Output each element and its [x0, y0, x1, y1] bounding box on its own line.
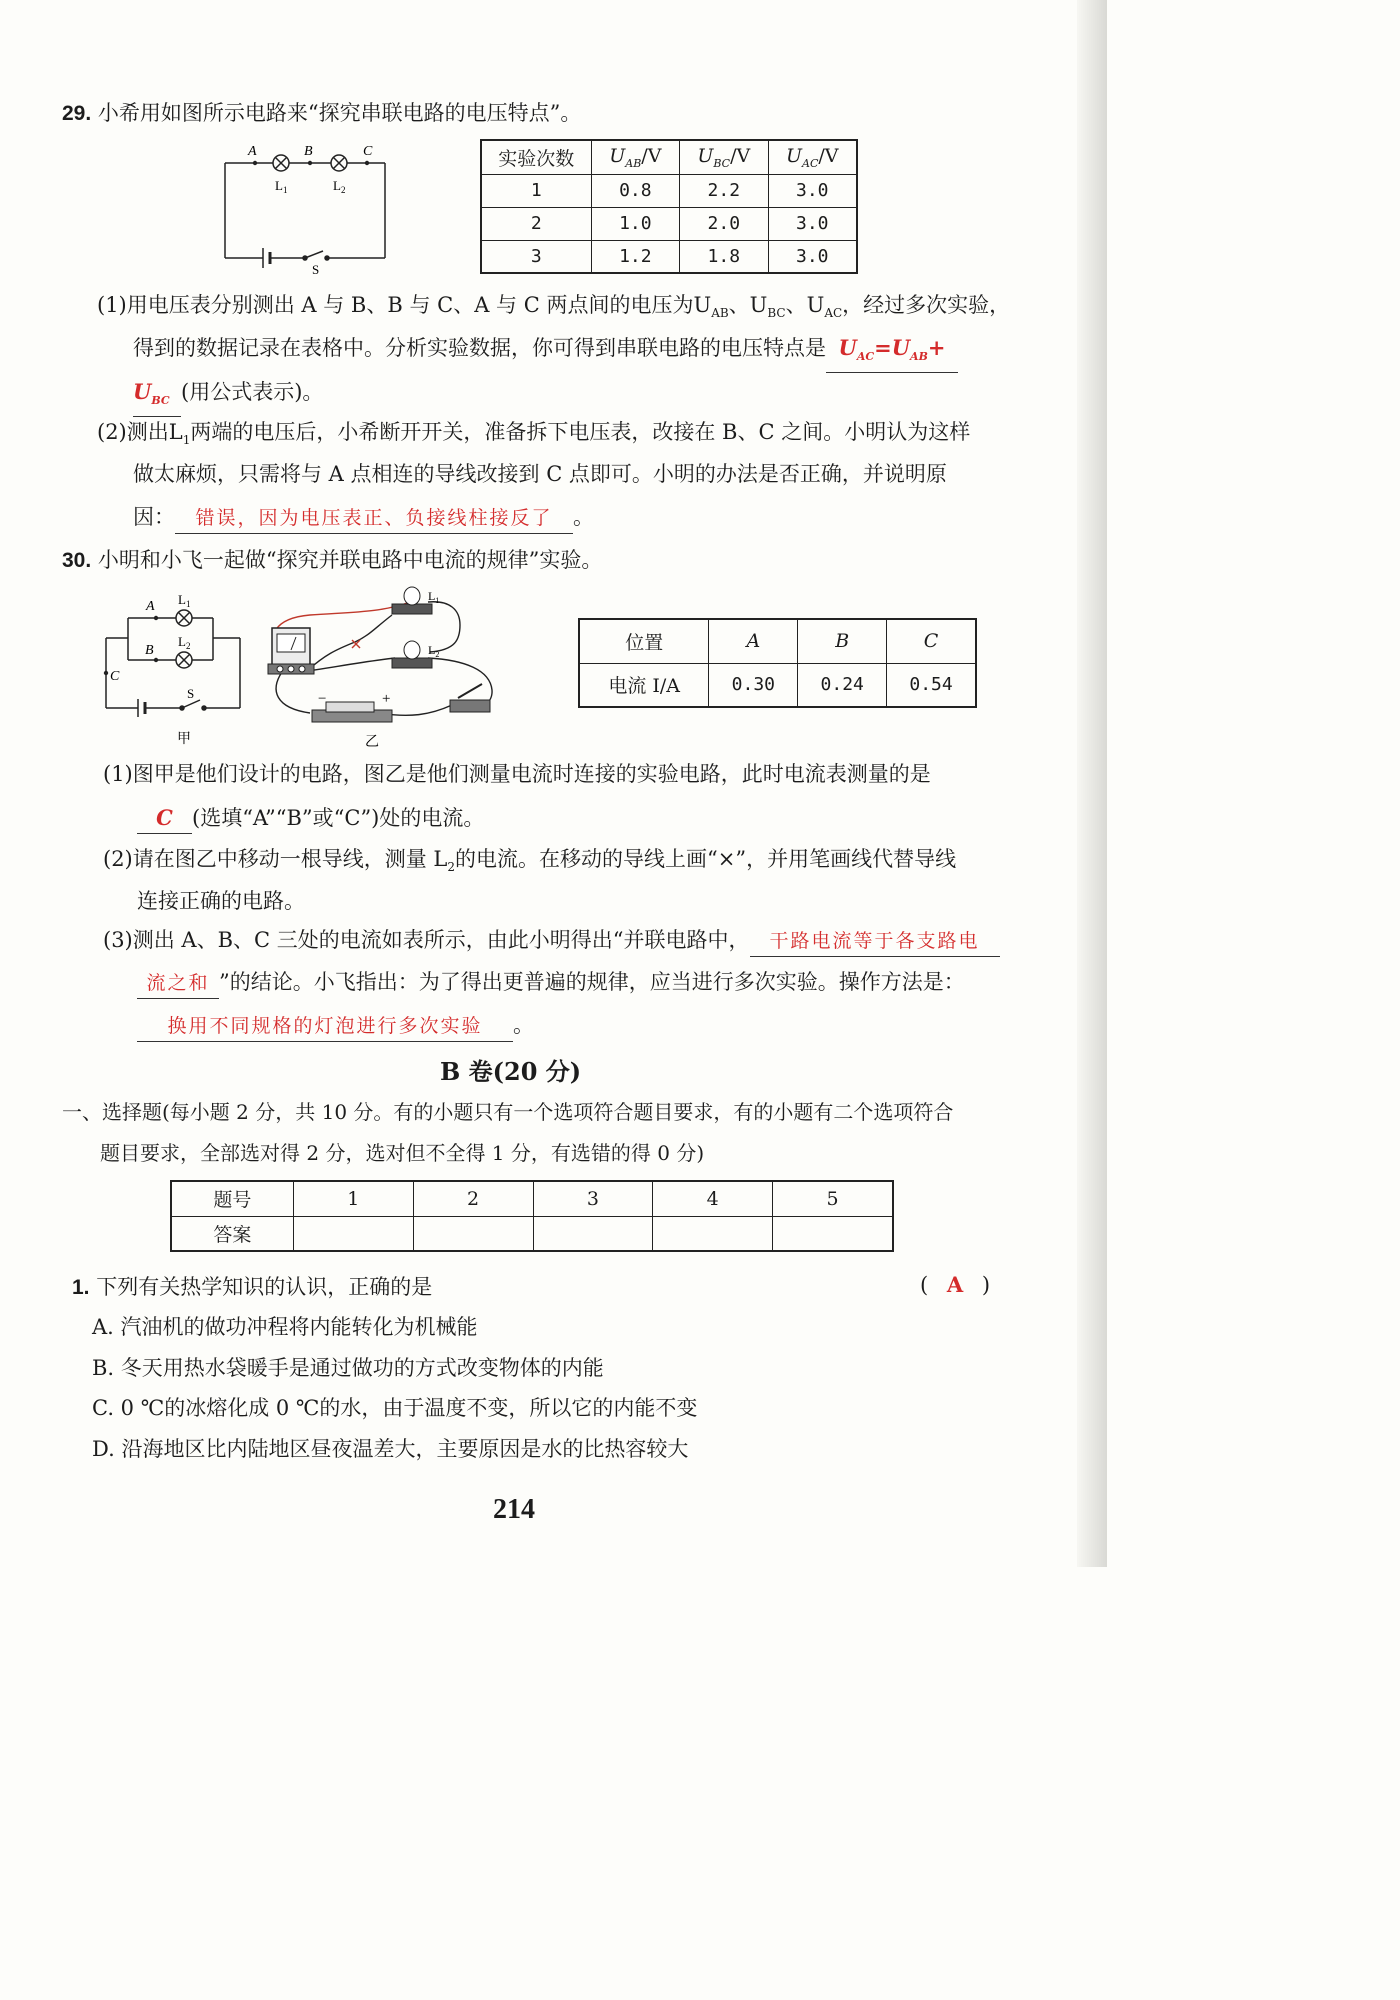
q30-part2-line1: (2)请在图乙中移动一根导线，测量 $L_2$的电流。在移动的导线上画“×”，并用笔画线代替导线 [103, 847, 957, 875]
b-q1-prompt: 下列有关热学知识的认识，正确的是 [96, 1275, 433, 1299]
q29-answer-reason: 错误，因为电压表正、负接线柱接反了 [175, 503, 573, 534]
q29-part1-line3: $U_{BC}$ (用公式表示)。 [133, 377, 323, 417]
q29-part2-line3: 因： 错误，因为电压表正、负接线柱接反了 。 [133, 502, 594, 534]
answer-table-label-number: 题号 [171, 1181, 293, 1216]
q30-prompt-line [62, 545, 602, 576]
q29-cell: 1.2 [591, 240, 679, 273]
q29-cell: 3.0 [768, 240, 857, 273]
q29-data-table [480, 139, 858, 274]
q29-number: 29. [62, 102, 92, 125]
q29-label-c: C [363, 144, 373, 159]
q29-cell: 2.2 [680, 174, 768, 207]
q29-cell: 2.0 [680, 207, 768, 240]
table-row [481, 174, 857, 207]
q30-cell: 0.54 [887, 663, 976, 707]
section-b-intro-line2: 题目要求，全部选对得 2 分，选对但不全得 1 分，有选错的得 0 分) [100, 1141, 705, 1165]
q29-part2-line1: (2)测出$L_1$两端的电压后，小希断开开关，准备拆下电压表，改接在 B、C 之间。小明认为这样 [97, 420, 971, 448]
q30-cell: 0.30 [709, 663, 798, 707]
answer-sheet-table [170, 1180, 894, 1252]
q29-label-l1-sub: 1 [282, 185, 288, 195]
q30-yi-label-l1-sub: 1 [435, 596, 440, 605]
page-number: 214 [493, 1494, 535, 1525]
q29-answer-formula-b: $U_{BC}$ [133, 377, 181, 417]
q29-cell: 3.0 [768, 174, 857, 207]
q29-series-circuit-diagram [215, 140, 395, 275]
b-q1-number: 1. [72, 1276, 90, 1299]
answer-table-qnum: 5 [773, 1181, 893, 1216]
q30-prompt: 小明和小飞一起做“探究并联电路中电流的规律”实验。 [97, 548, 603, 572]
svg-text:L2 [178, 634, 190, 651]
q30-number: 30. [62, 549, 92, 572]
q29-cell: 2 [481, 207, 591, 240]
svg-text:L1 [178, 592, 190, 609]
q29-part2-line2: 做太麻烦，只需将与 A 点相连的导线改接到 C 点即可。小明的办法是否正确，并说明原 [133, 462, 947, 486]
q30-row-label: 电流 I/A [579, 663, 709, 707]
answer-slot-4[interactable] [653, 1216, 773, 1251]
q29-th-ubc: $U_{BC}/V$ [680, 140, 768, 174]
q30-part3-line3: 换用不同规格的灯泡进行多次实验 。 [137, 1010, 534, 1042]
q29-prompt: 小希用如图所示电路来“探究串联电路的电压特点”。 [97, 101, 582, 125]
section-b-intro-line1: 一、选择题(每小题 2 分，共 10 分。有的小题只有一个选项符合题目要求，有的小题有二个选项符合 [62, 1100, 954, 1124]
page-edge-shadow [1077, 0, 1107, 1567]
table-row [579, 663, 976, 707]
q30-label-s: S [187, 686, 195, 701]
q30-yi-label-l2-sub: 2 [435, 650, 440, 659]
answer-table-qnum: 1 [293, 1181, 413, 1216]
svg-text:L1 [428, 589, 439, 605]
answer-slot-5[interactable] [773, 1216, 893, 1251]
q30-label-l1-sub: 1 [185, 599, 191, 609]
q30-th-position: 位置 [579, 619, 709, 663]
q30-parallel-circuit-diagram-jia [98, 588, 253, 748]
q30-answer-c: C [137, 803, 192, 834]
q30-part2-line2: 连接正确的电路。 [137, 889, 305, 913]
q29-cell: 1.0 [591, 207, 679, 240]
q29-cell: 3.0 [768, 207, 857, 240]
q30-answer-method: 换用不同规格的灯泡进行多次实验 [137, 1011, 513, 1042]
answer-table-qnum: 3 [533, 1181, 653, 1216]
q30-th-b: B [798, 619, 887, 663]
table-row [481, 207, 857, 240]
q29-th-uac: $U_{AC}/V$ [768, 140, 857, 174]
q29-th-uab: $U_{AB}/V$ [591, 140, 679, 174]
answer-table-qnum: 4 [653, 1181, 773, 1216]
q30-part1-line2: C (选填“A”“B”或“C”)处的电流。 [137, 803, 484, 834]
q30-cell: 0.24 [798, 663, 887, 707]
q29-cell: 1 [481, 174, 591, 207]
b-q1-answer: A [946, 1272, 964, 1297]
b-q1-answer-bracket: ( A ) [920, 1272, 991, 1297]
q30-current-table [578, 618, 977, 708]
q30-yi-label-l2: L [428, 643, 436, 657]
answer-table-label-answer: 答案 [171, 1216, 293, 1251]
table-row [481, 240, 857, 273]
answer-slot-2[interactable] [413, 1216, 533, 1251]
q29-label-b: B [304, 144, 313, 159]
q30-answer-conclusion-b: 流之和 [137, 968, 219, 999]
q30-part1-line1: (1)图甲是他们设计的电路，图乙是他们测量电流时连接的实验电路，此时电流表测量的是 [103, 762, 931, 786]
q29-prompt-line [62, 98, 581, 129]
q30-battery-plus: + [382, 691, 391, 707]
b-q1-prompt-line [72, 1272, 432, 1303]
section-b-title: B 卷(20 分) [440, 1057, 582, 1086]
q30-th-c: C [887, 619, 976, 663]
q30-label-l2: L [178, 634, 186, 649]
svg-text:L2 [333, 178, 345, 195]
q30-label-c: C [110, 669, 120, 684]
q30-yi-label-l1: L [428, 589, 436, 603]
q29-answer-formula-a: $U_{AC}=U_{AB}+$ [826, 333, 958, 373]
q30-figure-caption-yi: 乙 [365, 735, 379, 750]
q30-answer-conclusion-a: 干路电流等于各支路电 [750, 926, 1000, 957]
q29-label-l2-sub: 2 [340, 185, 346, 195]
q30-label-l2-sub: 2 [185, 641, 191, 651]
q29-label-l1: L [275, 178, 283, 193]
q29-part1-line1: (1)用电压表分别测出 A 与 B、B 与 C、A 与 C 两点间的电压为$U_{AB}$、$U_{BC}$、$U_{AC}$，经过多次实验， [97, 293, 1011, 321]
svg-text:L2 [428, 643, 439, 659]
q30-battery-minus: − [318, 691, 327, 707]
q30-physical-circuit-diagram-yi [260, 580, 510, 750]
b-q1-option-b: B. 冬天用热水袋暖手是通过做功的方式改变物体的内能 [92, 1356, 604, 1380]
q29-label-l2: L [333, 178, 341, 193]
svg-text:L1 [275, 178, 287, 195]
b-q1-option-a: A. 汽油机的做功冲程将内能转化为机械能 [92, 1315, 478, 1339]
q30-label-b: B [145, 643, 154, 658]
answer-slot-1[interactable] [293, 1216, 413, 1251]
q29-part1-line2: 得到的数据记录在表格中。分析实验数据，你可得到串联电路的电压特点是 $U_{AC}=U_{AB}+$ [133, 333, 958, 373]
b-q1-option-c: C. 0 ℃的冰熔化成 0 ℃的水，由于温度不变，所以它的内能不变 [92, 1396, 698, 1420]
q29-label-a: A [248, 144, 257, 159]
answer-slot-3[interactable] [533, 1216, 653, 1251]
q29-label-s: S [312, 262, 320, 275]
q30-th-a: A [709, 619, 798, 663]
q29-cell: 0.8 [591, 174, 679, 207]
q29-cell: 3 [481, 240, 591, 273]
q30-label-l1: L [178, 592, 186, 607]
q30-part3-line1: (3)测出 A、B、C 三处的电流如表所示，由此小明得出“并联电路中， 干路电流等于各支路电 [103, 925, 1000, 957]
q29-th-trial: 实验次数 [481, 140, 591, 174]
b-q1-option-d: D. 沿海地区比内陆地区昼夜温差大，主要原因是水的比热容较大 [92, 1437, 689, 1461]
q30-label-a: A [146, 599, 155, 614]
q30-figure-caption-jia: 甲 [177, 732, 191, 747]
q30-part3-line2: 流之和 ”的结论。小飞指出：为了得出更普遍的规律，应当进行多次实验。操作方法是： [137, 967, 965, 999]
answer-table-qnum: 2 [413, 1181, 533, 1216]
q29-cell: 1.8 [680, 240, 768, 273]
